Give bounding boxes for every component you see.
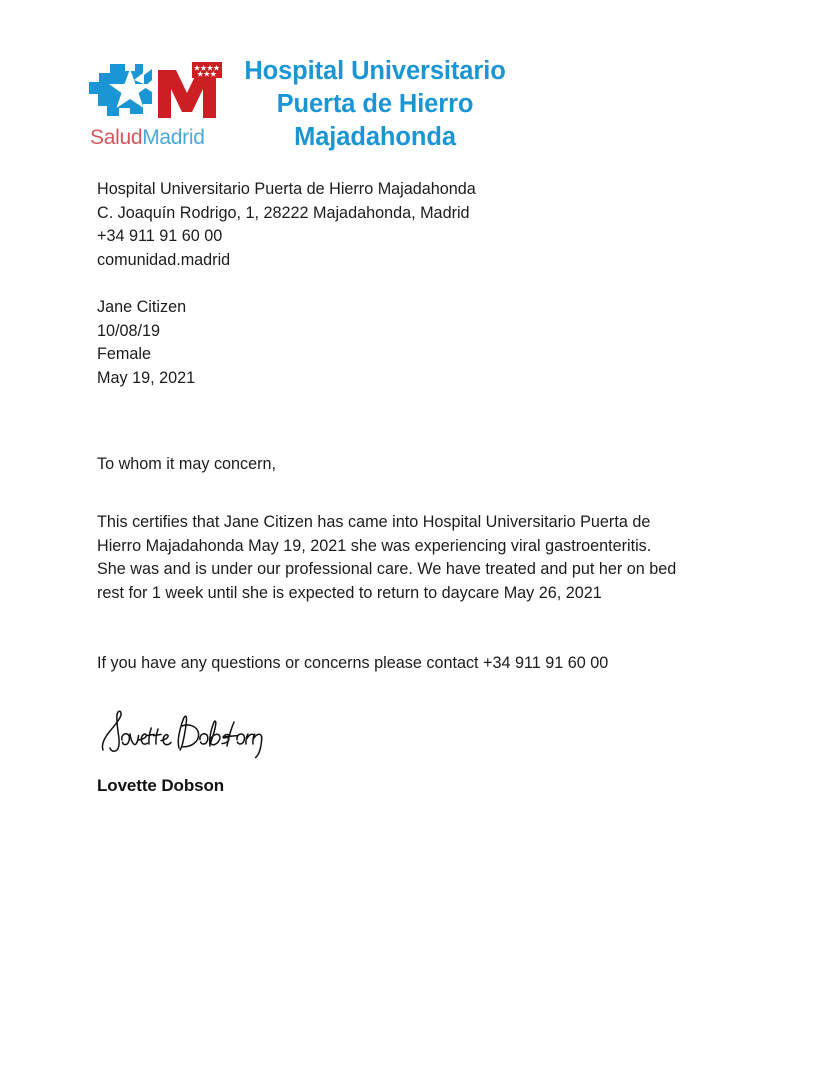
patient-gender: Female <box>97 345 151 363</box>
handwritten-signature-icon <box>97 706 269 760</box>
letter-body-paragraph: This certifies that Jane Citizen has came into Hospital Universitario Puerta de Hierro Majadahonda May 19, 2021 she was experiencing viral gastroenteritis. She was and is under our professional care. We have treated and put her on bed rest for 1 week until she is expected to return to daycare May 26, 2021 <box>97 512 677 603</box>
salutation: To whom it may concern, <box>97 455 277 473</box>
letterhead <box>86 55 506 154</box>
signatory-printed-name: Lovette Dobson <box>97 776 225 795</box>
blue-stepped-star-icon <box>89 64 152 116</box>
hospital-title-line-2: Puerta de Hierro <box>276 90 474 119</box>
sender-line-1: Hospital Universitario Puerta de Hierro Majadahonda <box>97 180 476 198</box>
logo-wordmark <box>90 127 234 148</box>
letter-date: May 19, 2021 <box>97 368 196 387</box>
logo-wordmark-madrid: Madrid <box>142 126 205 149</box>
hospital-title <box>244 55 506 154</box>
hospital-title-line-3: Majadahonda <box>294 123 456 152</box>
patient-name: Jane Citizen <box>97 298 187 316</box>
sender-line-2: C. Joaquín Rodrigo, 1, 28222 Majadahonda, Madrid <box>97 203 470 222</box>
spacer-after-patient <box>97 390 697 453</box>
salud-madrid-logo <box>86 55 234 148</box>
patient-info-block <box>97 296 697 390</box>
salud-madrid-logo-icon <box>86 60 234 126</box>
contact-line: If you have any questions or concerns please contact +34 911 91 60 00 <box>97 653 609 672</box>
logo-wordmark-salud: Salud <box>90 126 143 149</box>
signature-area <box>97 706 417 796</box>
spacer-after-body <box>97 606 697 652</box>
sender-line-3: +34 911 91 60 00 <box>97 227 223 245</box>
patient-date-of-birth: 10/08/19 <box>97 321 161 340</box>
hospital-title-line-1: Hospital Universitario <box>244 57 506 85</box>
sender-line-4: comunidad.madrid <box>97 250 231 269</box>
spacer-after-salutation <box>97 477 697 511</box>
letter-content <box>97 178 697 676</box>
sender-address-block <box>97 178 697 272</box>
madrid-seven-stars-icon <box>192 62 222 78</box>
spacer-after-address <box>97 272 697 296</box>
